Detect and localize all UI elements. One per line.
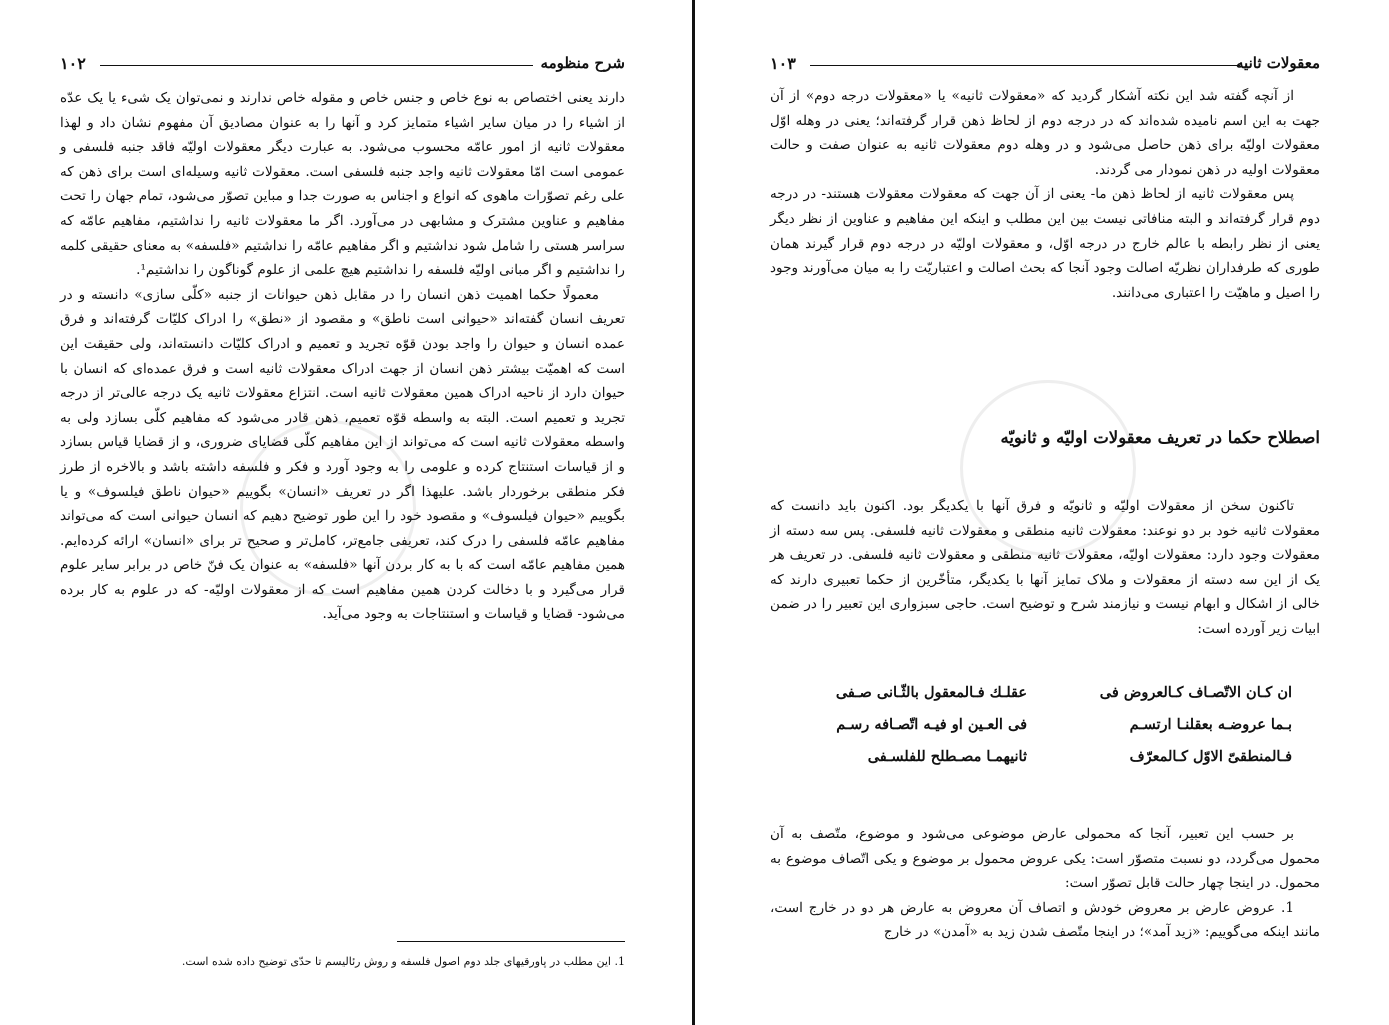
right-page-body-mid — [770, 494, 1320, 642]
left-page-header — [60, 54, 625, 72]
verse-line — [802, 684, 1292, 716]
left-paragraph-2: معمولًا حکما اهمیت ذهن انسان را در مقابل ذهن حیوانات از جنبه «کلّی سازی» دانسته و در تعریف انسان گفته‌اند «حیوانی است ناطق» و مقصود از «نطق» را ادراک کلیّات گرفته‌اند و فرق عمده انسان و حیوان را واجد بودن قوّه تجرید و تعمیم و ادراک کلیّات دانسته‌اند، ولی حقیقت این است که اهمیّت بیشتر ذهن انسان از جهت ادراک معقولات ثانیه است و فرق عمده‌ای که انسان با حیوان دارد از ناحیه ادراک همین معقولات ثانیه است. انتزاع معقولات ثانیه یک درجه عالی‌تر از درجه تجرید و تعمیم است. البته به واسطه قوّه تعمیم، ذهن قادر می‌شود که مفاهیم کلّی بسازد ولی به واسطه معقولات ثانیه است که می‌تواند از این مفاهیم کلّی قضایای ضروری، و از قضایا قیاس بسازد و از قیاسات استنتاج کرده و علومی را به وجود آورد و فکر و فلسفه داشته باشد و بالاخره از طرز فکر منطقی برخوردار باشد. علیهذا اگر در تعریف «انسان» بگوییم «حیوان ناطق فیلسوف» و یا بگوییم «حیوان فیلسوف» و مقصود خود را این طور توضیح دهیم که انسان حیوانی است که می‌تواند مفاهیم عامّه فلسفی را درک کند، تعریفی جامع‌تر، کامل‌تر و صحیح تر برای «انسان» ارائه کرده‌ایم. همین مفاهیم عامّه است که با به کار بردن آنها «فلسفه» به عنوان یک فنّ خاص در برابر سایر علوم قرار می‌گیرد و با دخالت کردن همین مفاهیم است که از معقولات اولیّه- که در علوم به کار برده می‌شود- قضایا و قیاسات و استنتاجات به وجود می‌آید. — [60, 286, 625, 623]
verse-first-hemistich: بـما عروضـه بعقلنـا ارتسـم — [1129, 716, 1292, 733]
footnote: 1. این مطلب در پاورقیهای جلد دوم اصول فلسفه و روش رئالیسم تا حدّی توضیح داده شده است. — [181, 955, 625, 968]
right-paragraph-5: 1. عروض عارض بر معروض خودش و اتصاف آن معروض به عارض هر دو در خارج است، مانند اینکه می‌گوییم: «زید آمد»؛ در اینجا متّصف شدن زید به «آمدن» در خارج — [770, 899, 1320, 941]
right-page-body-top — [770, 84, 1320, 305]
left-header-rule — [100, 65, 533, 66]
right-paragraph-2: پس معقولات ثانیه از لحاظ ذهن ما- یعنی از آن جهت که معقولات معقولات هستند- در درجه دوم قرار گرفته‌اند و البته منافاتی نیست بین این مطلب و اینکه این مفاهیم و عناوین از نظر دیگر یعنی از نظر رابطه با عالم خارج در درجه اوّل، و معقولات اولیّه در درجه دوم قرار گیرند همان طوری که طرفداران نظریّه اصالت وجود آنجا که بحث اصالت و اعتباریّت را به میان می‌آورند وجود را اصیل و ماهیّت را اعتباری می‌دانند. — [770, 186, 1320, 301]
verse-second-hemistich: ثانیهمـا مصـطلح للفلسـفی — [867, 748, 1027, 765]
book-spine — [692, 0, 695, 1025]
section-heading: اصطلاح حکما در تعریف معقولات اولیّه و ثانویّه — [1000, 428, 1320, 447]
right-page-number: ۱۰۳ — [770, 54, 796, 73]
right-header-title: معقولات ثانیه — [1236, 54, 1320, 72]
verse-first-hemistich: فـالمنطقیّ الاوّل کـالمعرّف — [1129, 748, 1292, 765]
right-header-rule — [810, 65, 1240, 66]
left-page-body — [60, 86, 625, 627]
right-page-header — [770, 54, 1320, 72]
verse-block — [802, 684, 1292, 780]
verse-second-hemistich: فی العـین او فیـه اتّصـافه رسـم — [836, 716, 1027, 733]
right-page-body-bottom — [770, 822, 1320, 945]
right-paragraph-4: بر حسب این تعبیر، آنجا که محمولی عارض موضوعی می‌شود و موضوع، متّصف به آن محمول می‌گردد، دو نسبت متصوّر است: یکی عروض محمول بر موضوع و یکی اتّصاف موضوع به محمول. در اینجا چهار حالت قابل تصوّر است: — [770, 826, 1320, 892]
verse-line — [802, 716, 1292, 748]
left-page-number: ۱۰۲ — [60, 54, 86, 73]
verse-second-hemistich: عقلـك فـالمعقول بالثّـانی صـفی — [835, 684, 1027, 701]
verse-first-hemistich: ان کـان الاتّصـاف کـالعروض فی — [1099, 684, 1292, 701]
left-page — [60, 0, 625, 1025]
right-paragraph-3: تاکنون سخن از معقولات اولیّه و ثانویّه و فرق آنها با یکدیگر بود. اکنون باید دانست که معقولات ثانیه خود بر دو نوعند: معقولات ثانیه منطقی و معقولات ثانیه فلسفی. پس سه دسته از معقولات وجود دارد: معقولات اولیّه، معقولات ثانیه منطقی و معقولات ثانیه فلسفی. در تعریف هر یک از این سه دسته از معقولات و ملاک تمایز آنها با یکدیگر، متأخّرین از حکما تعبیری دارند که خالی از اشکال و ابهام نیست و نیازمند شرح و توضیح است. حاجی سبزواری این تعبیر را در ضمن ابیات زیر آورده است: — [770, 498, 1320, 637]
footnote-rule — [397, 941, 625, 942]
left-header-title: شرح منظومه — [540, 54, 625, 72]
left-paragraph-1: دارند یعنی اختصاص به نوع خاص و جنس خاص و مقوله خاص ندارند و نمی‌توان یک شیء یا یک عدّه از اشیاء را در میان سایر اشیاء متمایز کرد و آنها را به عنوان مصادیق آن مفهوم نشان داد و لهذا معقولات ثانیه از امور عامّه محسوب می‌شود. به عبارت دیگر معقولات اولیّه فاقد جنبه فلسفی و عمومی است امّا معقولات ثانیه واجد جنبه فلسفی است. معقولات ثانیه وسیله‌ای است برای ذهن که علی رغم تصوّرات ماهوی که انواع و اجناس به صورت جدا و مباین تصوّر می‌شود، تمام جهان را تحت مفاهیم و عناوین مشترک و مشابهی در می‌آورد. اگر ما معقولات ثانیه را نداشتیم، مفاهیم عامّه که سراسر هستی را شامل شود نداشتیم و اگر مفاهیم عامّه را نداشتیم «فلسفه» به معنای حقیقی کلمه را نداشتیم و اگر مبانی اولیّه فلسفه را نداشتیم هیچ علمی از علوم گوناگون را نداشتیم¹. — [60, 90, 625, 279]
right-paragraph-1: از آنچه گفته شد این نکته آشکار گردید که «معقولات ثانیه» یا «معقولات درجه دوم» از آن جهت به این اسم نامیده شده‌اند که در درجه دوم از لحاظ ذهن قرار گرفته‌اند؛ یعنی در وهله اوّل معقولات اولیّه برای ذهن حاصل می‌شود و در وهله دوم معقولات ثانیه به عنوان صفت و حالت معقولات اولیه در ذهن نمودار می گردند. — [770, 88, 1320, 178]
right-page — [770, 0, 1320, 1025]
verse-line — [802, 748, 1292, 780]
